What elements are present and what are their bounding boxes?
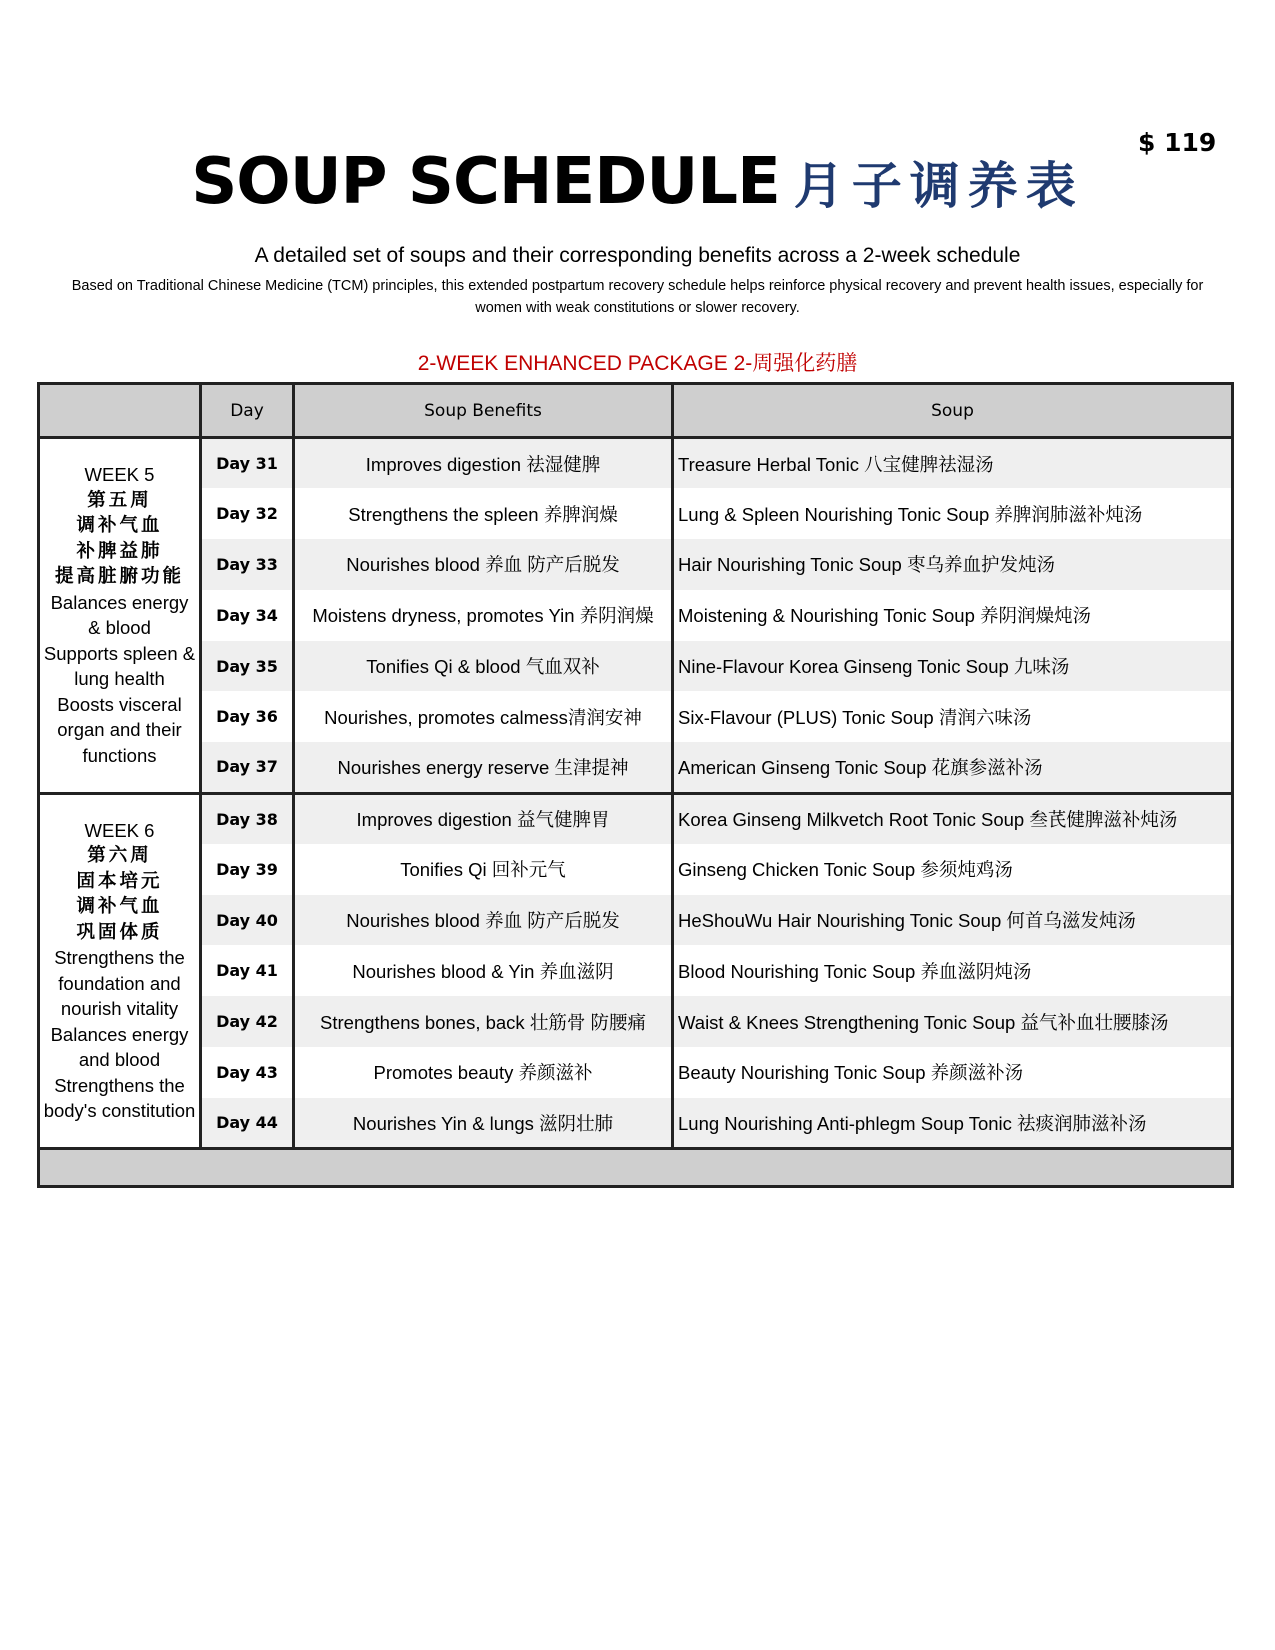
soup-cell: Waist & Knees Strengthening Tonic Soup 益气补血壮腰膝汤 [673,996,1233,1047]
header-day: Day [201,384,294,438]
soup-cell: Treasure Herbal Tonic 八宝健脾祛湿汤 [673,438,1233,489]
soup-cell: Moistening & Nourishing Tonic Soup 养阴润燥炖汤 [678,605,1091,627]
day-cell: Day 41 [201,945,294,996]
soup-cell: Blood Nourishing Tonic Soup 养血滋阴炖汤 [678,960,1032,982]
week-english-line: Strengthens the foundation and nourish vitality [54,947,185,1020]
benefit-cell: Strengthens bones, back 壮筋骨 防腰痛 [294,996,673,1047]
benefit-cell: Nourishes blood 养血 防产后脱发 [294,539,673,590]
page-title [0,145,1275,219]
title-english: SOUP SCHEDULE [191,145,780,219]
day-cell: Day 31 [201,438,294,489]
week-chinese-line: 补脾益肺 [76,540,163,562]
benefit-cell: Moistens dryness, promotes Yin 养阴润燥 [294,590,673,641]
week-chinese-line: 提高脏腑功能 [54,566,184,588]
table-row [39,641,1233,692]
soup-cell: HeShouWu Hair Nourishing Tonic Soup 何首乌滋发炖汤 [673,895,1233,946]
title-chinese: 月子调养表 [793,157,1084,215]
benefit-cell: Nourishes Yin & lungs 滋阴壮肺 [294,1098,673,1149]
table-row [39,488,1233,539]
day-cell: Day 39 [201,844,294,895]
soup-cell: Six-Flavour (PLUS) Tonic Soup 清润六味汤 [678,706,1032,728]
day-cell: Day 36 [201,691,294,742]
benefit-cell: Tonifies Qi & blood 气血双补 [294,641,673,692]
header-week [39,384,201,438]
week-chinese-line: 巩固体质 [76,921,163,943]
benefit-cell: Tonifies Qi 回补元气 [294,844,673,895]
table-row [39,945,1233,996]
benefit-cell: Nourishes, promotes calmess清润安神 [294,691,673,742]
benefit-cell: Strengthens the spleen 养脾润燥 [294,488,673,539]
week-label: WEEK 6 [84,819,155,841]
table-footer [39,1149,1233,1187]
day-cell: Day 44 [201,1098,294,1149]
week-chinese-line: 固本培元 [76,870,163,892]
soup-cell: Lung Nourishing Anti-phlegm Soup Tonic 祛痰润肺滋补汤 [673,1098,1233,1149]
day-cell: Day 40 [201,895,294,946]
day-cell: Day 43 [201,1047,294,1098]
table-row [39,844,1233,895]
table-row [39,539,1233,590]
header-soup: Soup [673,384,1233,438]
soup-cell: Korea Ginseng Milkvetch Root Tonic Soup 叁芪健脾滋补炖汤 [673,793,1233,844]
week-chinese-line: 第六周 [87,845,152,867]
week-cell [39,793,201,1149]
week-english-line: Balances energy & blood [50,591,189,639]
benefit-cell: Nourishes blood 养血 防产后脱发 [294,895,673,946]
table-header-row [39,384,1233,438]
benefit-cell: Improves digestion 祛湿健脾 [294,438,673,489]
soup-cell: American Ginseng Tonic Soup 花旗参滋补汤 [673,742,1233,793]
day-cell: Day 37 [201,742,294,793]
table-row [39,742,1233,793]
table-row [39,1098,1233,1149]
week-english-line: Balances energy and blood [50,1023,189,1071]
table-row [39,793,1233,844]
week-english-line: Boosts visceral organ and their functions [57,693,182,766]
week-chinese-line: 调补气血 [76,515,163,537]
table-row [39,590,1233,641]
day-cell: Day 33 [201,539,294,590]
table-body [39,438,1233,1187]
week-chinese-line: 调补气血 [76,896,163,918]
soup-cell: Nine-Flavour Korea Ginseng Tonic Soup 九味汤 [673,641,1233,692]
day-cell: Day 32 [201,488,294,539]
day-cell: Day 34 [201,590,294,641]
table-row [39,691,1233,742]
description: Based on Traditional Chinese Medicine (TCM) principles, this extended postpartum recovery schedule helps reinforce physical recovery and prevent health issues, especially for women with weak constitutions or slower recovery. [71,278,1204,316]
table-row [39,1047,1233,1098]
subtitle: A detailed set of soups and their corresponding benefits across a 2-week schedule [254,244,1021,267]
table-footer-row [39,1149,1233,1187]
week-label: WEEK 5 [84,464,155,486]
day-cell: Day 35 [201,641,294,692]
soup-cell: Beauty Nourishing Tonic Soup 养颜滋补汤 [678,1062,1024,1084]
soup-cell: Hair Nourishing Tonic Soup 枣乌养血护发炖汤 [673,539,1233,590]
soup-schedule-table [37,382,1234,1188]
soup-cell: Lung & Spleen Nourishing Tonic Soup 养脾润肺滋补炖汤 [678,503,1143,525]
price-label: $ 119 [1138,128,1217,157]
day-cell: Day 38 [201,793,294,844]
week-english-line: Strengthens the body's constitution [43,1074,196,1122]
week-english-line: Supports spleen & lung health [43,642,196,690]
table-row [39,996,1233,1047]
benefit-cell: Nourishes blood & Yin 养血滋阴 [294,945,673,996]
header-benefits: Soup Benefits [294,384,673,438]
week-cell [39,438,201,794]
benefit-cell: Nourishes energy reserve 生津提神 [294,742,673,793]
package-title: 2-WEEK ENHANCED PACKAGE 2-周强化药膳 [417,352,858,375]
day-cell: Day 42 [201,996,294,1047]
benefit-cell: Promotes beauty 养颜滋补 [294,1047,673,1098]
table-row [39,438,1233,489]
week-chinese-line: 第五周 [87,489,152,511]
soup-cell: Ginseng Chicken Tonic Soup 参须炖鸡汤 [678,859,1013,881]
table-row [39,895,1233,946]
benefit-cell: Improves digestion 益气健脾胃 [294,793,673,844]
